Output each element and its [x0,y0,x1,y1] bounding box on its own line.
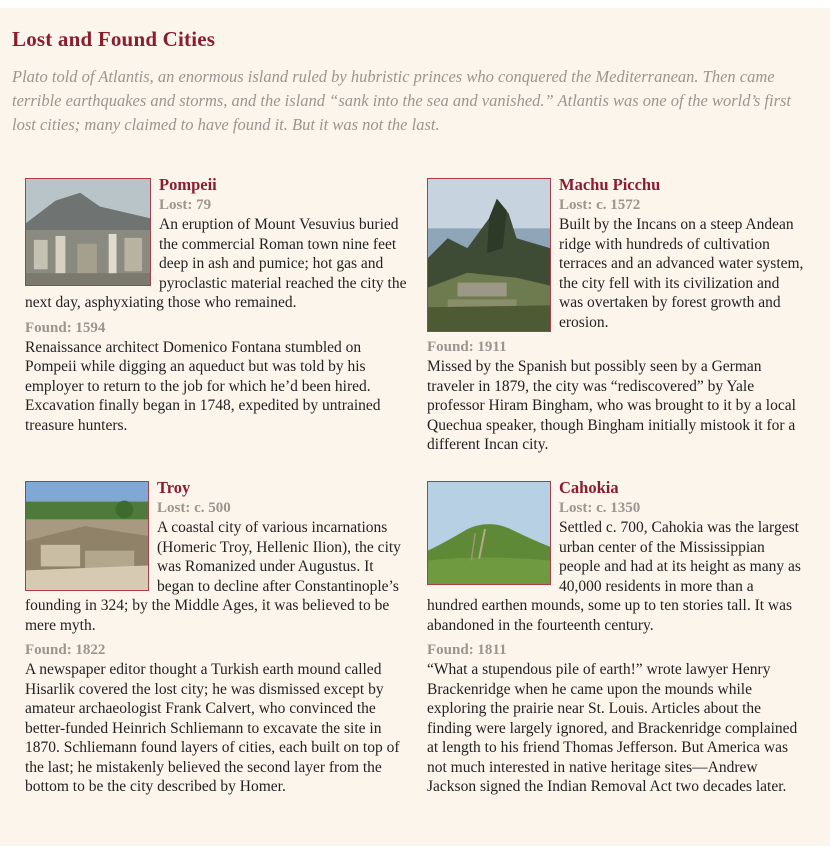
lost-description: Built by the Incans on a steep Andean ridge with hundreds of cultivation terraces and an advanced water system, the city fell with its civilization and was overtaken by forest growth and erosion. [559,216,804,331]
found-date: Found: 1594 [25,319,106,336]
city-name: Machu Picchu [559,175,661,194]
found-date: Found: 1822 [25,642,106,658]
found-description: Renaissance architect Domenico Fontana stumbled on Pompeii while digging an aqueduct but was told by his employer to return to the job for which he’d been hired. Excavation finally began in 1748, expedited by untrained treasure hunters. [25,338,381,434]
cahokia-photo [427,481,551,585]
city-name: Troy [157,478,191,497]
lost-description: A coastal city of various incarnations (Homeric Troy, Hellenic Ilion), the city was Romanized under Augustus. It began to decline after Constantinople’s founding in 324; by the Middle Ages, it was believed to be mere myth. [25,519,401,634]
city-entry-pompeii [25,175,407,435]
found-date: Found: 1811 [427,642,507,658]
lost-date: Lost: c. 500 [157,500,231,516]
troy-photo [25,481,149,591]
lost-date: Lost: 79 [159,197,212,213]
lost-description: An eruption of Mount Vesuvius buried the commercial Roman town nine feet deep in ash and pumice; hot gas and pyroclastic material reached the city the next day, asphyxiating those who remained. [25,216,407,311]
found-description: Missed by the Spanish but possibly seen by a German traveler in 1879, the city was “rediscovered” by Yale professor Hiram Bingham, who was brought to it by a local Quechua speaker, though Bingham initially mistook it for a different Incan city. [427,358,796,453]
lost-date: Lost: c. 1350 [559,500,641,516]
page-title: Lost and Found Cities [12,27,216,51]
found-description: “What a stupendous pile of earth!” wrote lawyer Henry Brackenridge when he came upon the mounds while exploring the prairie near St. Louis. Articles about the finding were largely ignored, and Brackenridge complained at length to his friend Thomas Jefferson. But America was not much interested in native heritage sites—Andrew Jackson signed the Indian Removal Act two decades later. [427,661,798,795]
found-description: A newspaper editor thought a Turkish earth mound called Hisarlik covered the lost city; he was dismissed except by amateur archaeologist Frank Calvert, who convinced the better-funded Heinrich Schliemann to excavate the site in 1870. Schliemann found layers of cities, each built on top of the last; he mistakenly believed the second layer from the bottom to be the city described by Homer. [25,661,400,795]
pompeii-photo [25,178,151,286]
city-entry-troy [25,478,405,797]
intro-paragraph: Plato told of Atlantis, an enormous island ruled by hubristic princes who conquered the Mediterranean. Then came terrible earthquakes and storms, and the island “sank into the sea and vanished.” Atlantis was one of the world’s first lost cities; many claimed to have found it. But it was not the last. [12,67,792,134]
city-name: Cahokia [559,478,619,497]
found-date: Found: 1911 [427,339,507,355]
city-entry-cahokia [427,478,807,797]
lost-description: Settled c. 700, Cahokia was the largest urban center of the Mississippian people and had at its height as many as 40,000 residents in more than a hundred earthen mounds, some up to ten stories tall. It was abandoned in the fourteenth century. [427,519,801,634]
city-name: Pompeii [159,175,217,194]
machu-picchu-photo [427,178,551,332]
city-entry-machu-picchu [427,175,807,455]
lost-date: Lost: c. 1572 [559,197,641,213]
